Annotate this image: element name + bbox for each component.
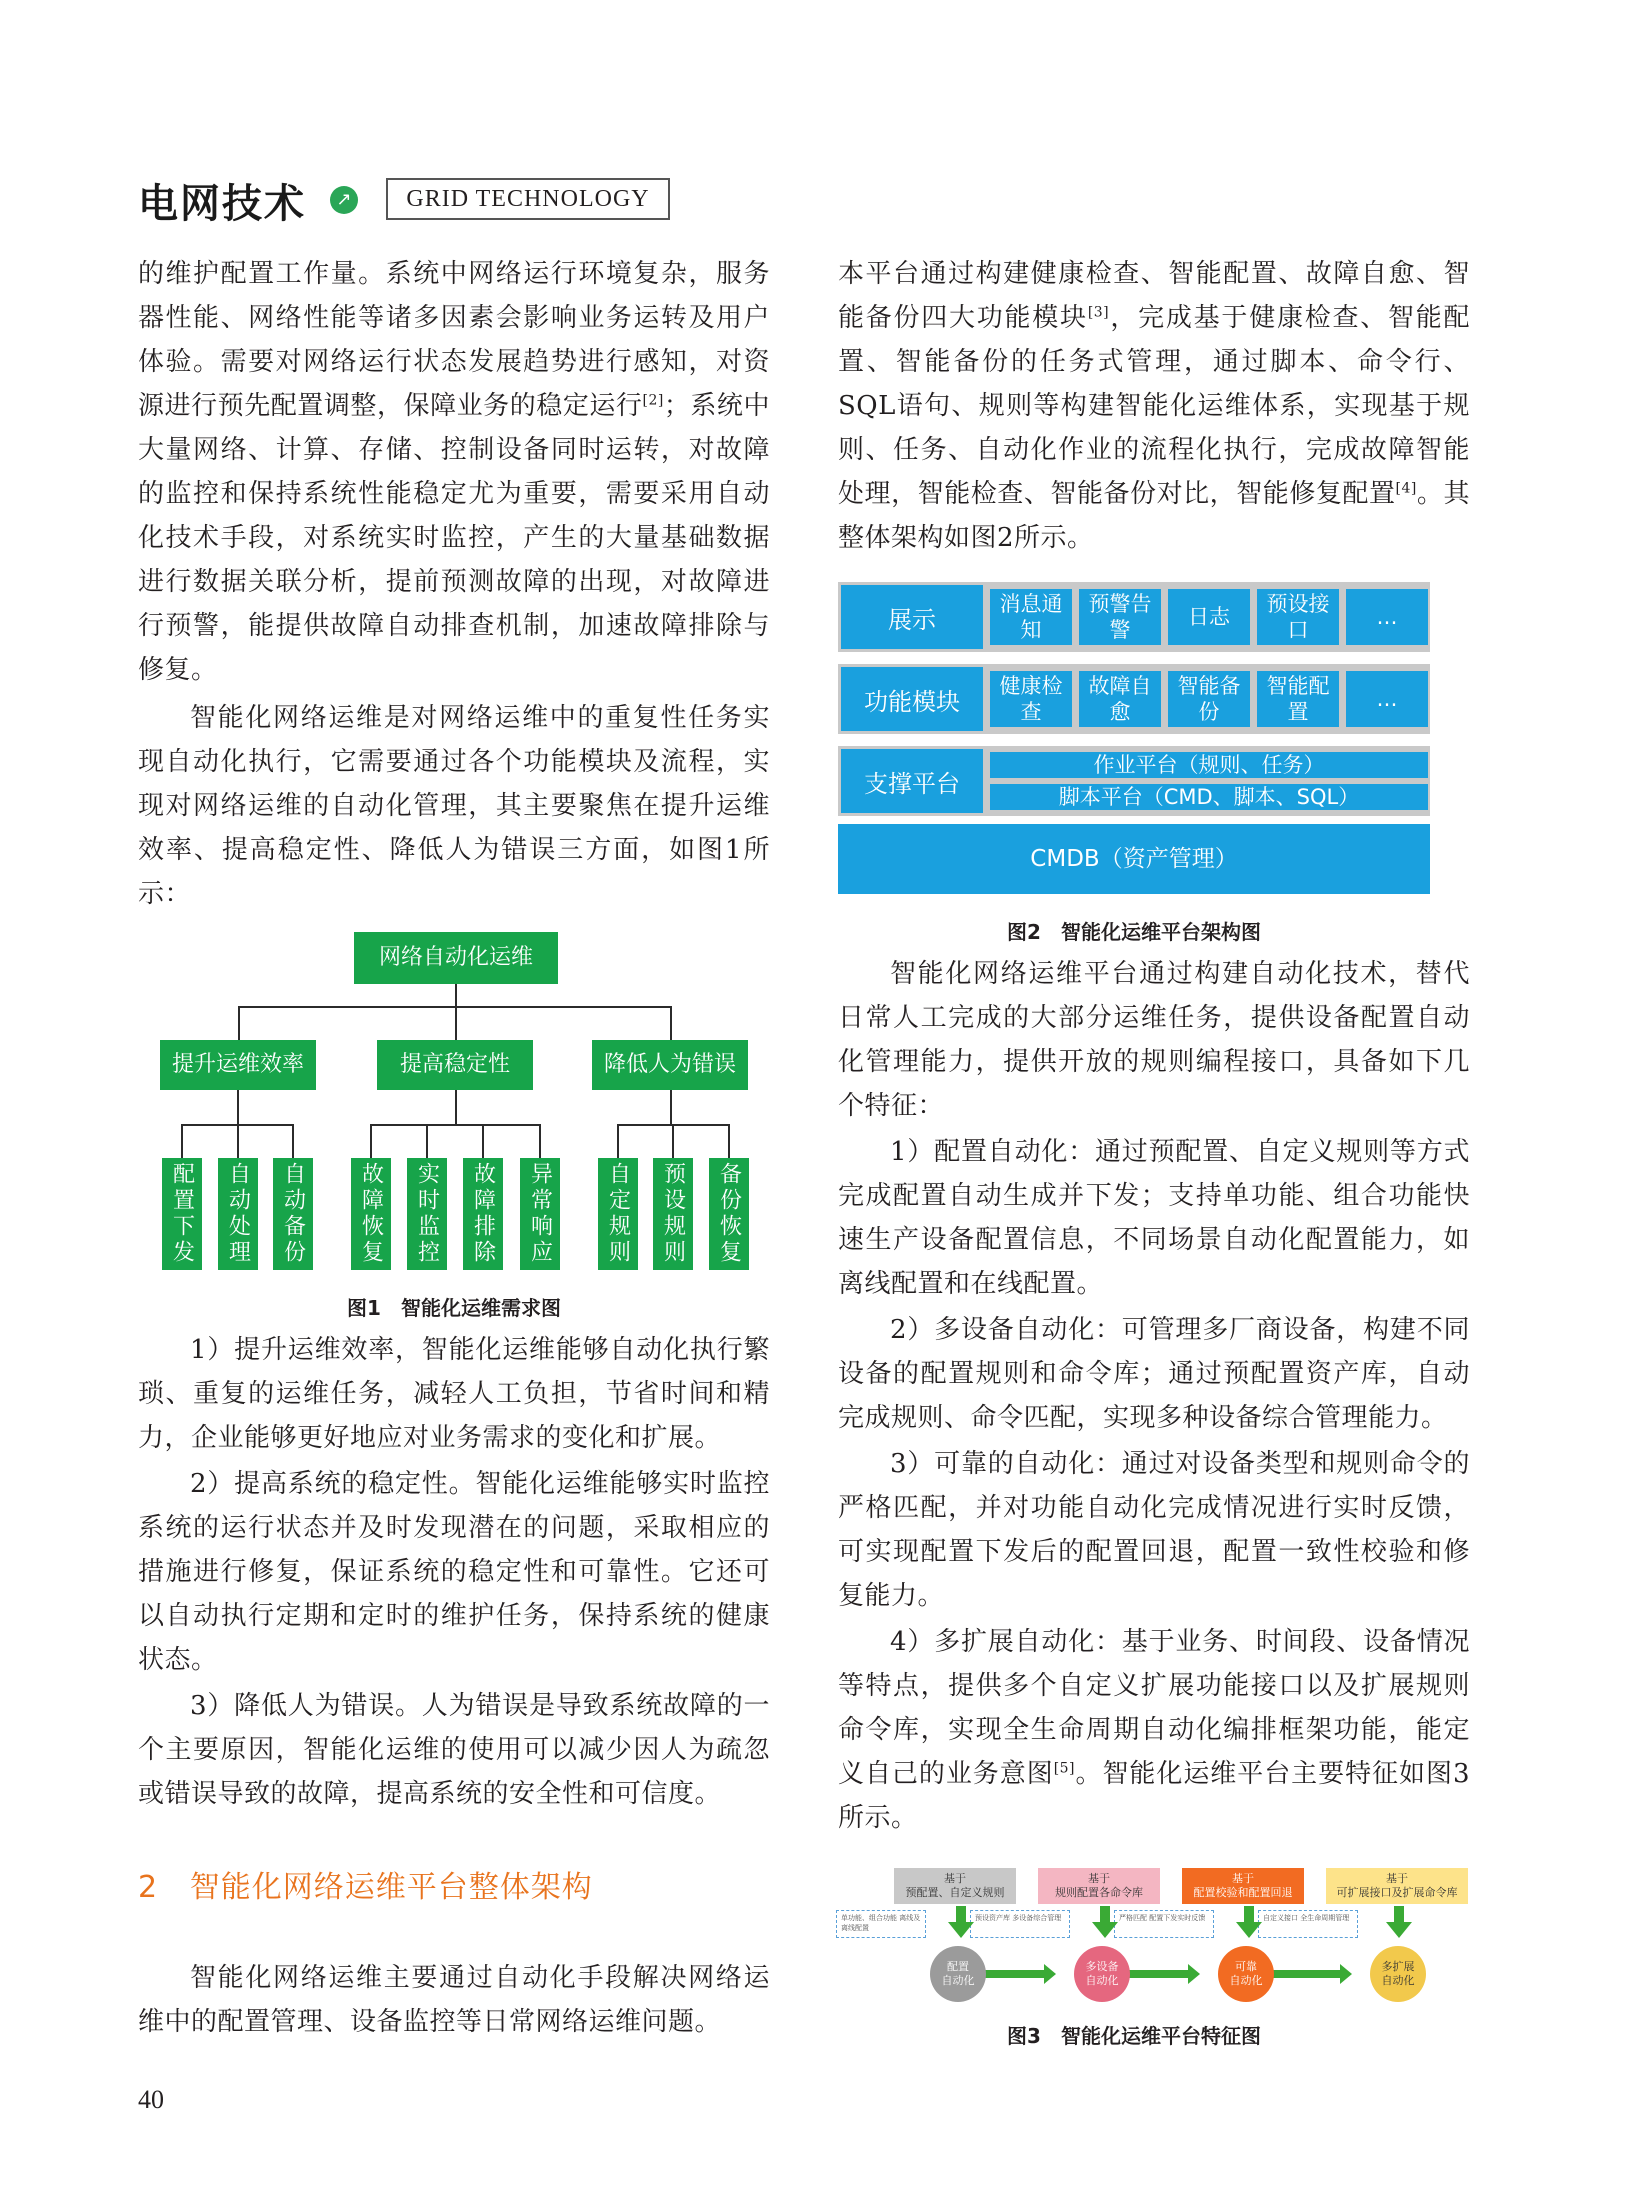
fig1-leaf: 故障恢复 (351, 1158, 391, 1270)
fig3-circle: 多设备 自动化 (1074, 1946, 1130, 2002)
fig1-leaf: 实时监控 (407, 1158, 447, 1270)
right-paragraph-3: 1）配置自动化：通过预配置、自定义规则等方式完成配置自动生成并下发；支持单功能、组合功能快速生产设备配置信息，不同场景自动化配置能力，如离线配置和在线配置。 (838, 1137, 1470, 1299)
figure-3-caption: 图3 智能化运维平台特征图 (1007, 2024, 1261, 2048)
right-paragraph-6: 4）多扩展自动化：基于业务、时间段、设备情况等特点，提供多个自定义扩展功能接口以及扩展规则命令库，实现全生命周期自动化编排框架功能，能定义自己的业务意图[5]。智能化运维平台主要特征如图3所示。 (838, 1627, 1470, 1833)
fig1-leaf: 异常响应 (520, 1158, 560, 1270)
left-paragraph-5: 3）降低人为错误。人为错误是导致系统故障的一个主要原因，智能化运维的使用可以减少因人为疏忽或错误导致的故障，提高系统的安全性和可信度。 (138, 1691, 770, 1809)
fig2-label: 展示 (841, 585, 983, 649)
fig3-note: 预设资产库 多设备综合管理 (970, 1910, 1070, 1938)
fig3-top-box: 基于 可扩展接口及扩展命令库 (1326, 1868, 1468, 1904)
fig1-leaf: 配置下发 (162, 1158, 202, 1270)
page-number: 40 (138, 2085, 164, 2114)
journal-title: 电网技术 (138, 181, 306, 227)
fig3-circle: 配置 自动化 (930, 1946, 986, 2002)
fig2-cell: … (1346, 671, 1428, 727)
fig3-note: 自定义接口 全生命周期管理 (1258, 1910, 1358, 1938)
fig3-arrows (836, 1904, 1436, 2008)
figure-2-caption: 图2 智能化运维平台架构图 (1007, 920, 1261, 944)
fig3-circle: 可靠 自动化 (1218, 1946, 1274, 2002)
fig2-cell: 智能备份 (1168, 671, 1250, 727)
fig2-cell: 智能配置 (1257, 671, 1339, 727)
fig3-top-box: 基于 配置校验和配置回退 (1182, 1868, 1304, 1904)
fig2-cell: … (1346, 589, 1428, 645)
fig1-leaf: 自动处理 (218, 1158, 258, 1270)
fig2-cell-wide: 作业平台（规则、任务） (990, 752, 1428, 778)
fig1-branch-stability: 提高稳定性 (377, 1040, 533, 1090)
left-paragraph-1: 的维护配置工作量。系统中网络运行环境复杂，服务器性能、网络性能等诸多因素会影响业务运转及用户体验。需要对网络运行状态发展趋势进行感知，对资源进行预先配置调整，保障业务的稳定运行[2]；系统中大量网络、计算、存储、控制设备同时运转，对故障的监控和保持系统性能稳定尤为重要，需要采用自动化技术手段，对系统实时监控，产生的大量基础数据进行数据关联分析，提前预测故障的出现，对故障进行预警，能提供故障自动排查机制，加速故障排除与修复。 (138, 259, 770, 685)
fig2-base-cmdb: CMDB（资产管理） (838, 824, 1430, 894)
fig1-root: 网络自动化运维 (354, 932, 558, 984)
right-paragraph-2: 智能化网络运维平台通过构建自动化技术，替代日常人工完成的大部分运维任务，提供设备配置自动化管理能力，提供开放的规则编程接口，具备如下几个特征： (838, 959, 1470, 1121)
fig2-cell: 预警告警 (1079, 589, 1161, 645)
fig3-note: 严格匹配 配置下发实时反馈 (1114, 1910, 1214, 1938)
fig2-cell: 健康检查 (990, 671, 1072, 727)
journal-title-en: GRID TECHNOLOGY (386, 178, 670, 220)
fig1-leaf: 自定规则 (598, 1158, 638, 1270)
right-paragraph-1: 本平台通过构建健康检查、智能配置、故障自愈、智能备份四大功能模块[3]，完成基于健康检查、智能配置、智能备份的任务式管理，通过脚本、命令行、SQL语句、规则等构建智能化运维体系，实现基于规则、任务、自动化作业的流程化执行，完成故障智能处理，智能检查、智能备份对比，智能修复配置[4]。其整体架构如图2所示。 (838, 259, 1470, 553)
fig3-note: 单功能、组合功能 离线及离线配置 (836, 1910, 926, 1938)
fig1-leaf: 故障排除 (463, 1158, 503, 1270)
fig2-label: 支撑平台 (841, 749, 983, 813)
fig3-top-box: 基于 预配置、自定义规则 (894, 1868, 1016, 1904)
left-paragraph-3: 1）提升运维效率，智能化运维能够自动化执行繁琐、重复的运维任务，减轻人工负担，节省时间和精力，企业能够更好地应对业务需求的变化和扩展。 (138, 1335, 770, 1453)
fig1-leaf: 自动备份 (273, 1158, 313, 1270)
fig2-cell: 预设接口 (1257, 589, 1339, 645)
fig2-cell-wide: 脚本平台（CMD、脚本、SQL） (990, 784, 1428, 810)
fig2-cell: 日志 (1168, 589, 1250, 645)
left-paragraph-6: 智能化网络运维主要通过自动化手段解决网络运维中的配置管理、设备监控等日常网络运维问题。 (138, 1963, 770, 2037)
fig1-leaf: 预设规则 (653, 1158, 693, 1270)
fig3-top-box: 基于 规则配置各命令库 (1038, 1868, 1160, 1904)
fig1-branch-efficiency: 提升运维效率 (160, 1040, 316, 1090)
fig2-cell: 故障自愈 (1079, 671, 1161, 727)
left-paragraph-2: 智能化网络运维是对网络运维中的重复性任务实现自动化执行，它需要通过各个功能模块及流程，实现对网络运维的自动化管理，其主要聚焦在提升运维效率、提高稳定性、降低人为错误三方面，如图1所示： (138, 703, 770, 909)
right-paragraph-5: 3）可靠的自动化：通过对设备类型和规则命令的严格匹配，并对功能自动化完成情况进行实时反馈，可实现配置下发后的配置回退，配置一致性校验和修复能力。 (838, 1449, 1470, 1611)
fig3-circle: 多扩展 自动化 (1370, 1946, 1426, 2002)
fig1-branch-error: 降低人为错误 (592, 1040, 748, 1090)
fig2-label: 功能模块 (841, 667, 983, 731)
right-paragraph-4: 2）多设备自动化：可管理多厂商设备，构建不同设备的配置规则和命令库；通过预配置资产库，自动完成规则、命令匹配，实现多种设备综合管理能力。 (838, 1315, 1470, 1433)
fig1-leaf: 备份恢复 (709, 1158, 749, 1270)
left-paragraph-4: 2）提高系统的稳定性。智能化运维能够实时监控系统的运行状态并及时发现潜在的问题，采取相应的措施进行修复，保证系统的稳定性和可靠性。它还可以自动执行定期和定时的维护任务，保持系统的健康状态。 (138, 1469, 770, 1675)
arrow-up-right-icon: ↗ (330, 186, 358, 214)
figure-1-caption: 图1 智能化运维需求图 (347, 1296, 561, 1320)
section-heading: 2 智能化网络运维平台整体架构 (138, 1870, 593, 1905)
fig2-cell: 消息通知 (990, 589, 1072, 645)
